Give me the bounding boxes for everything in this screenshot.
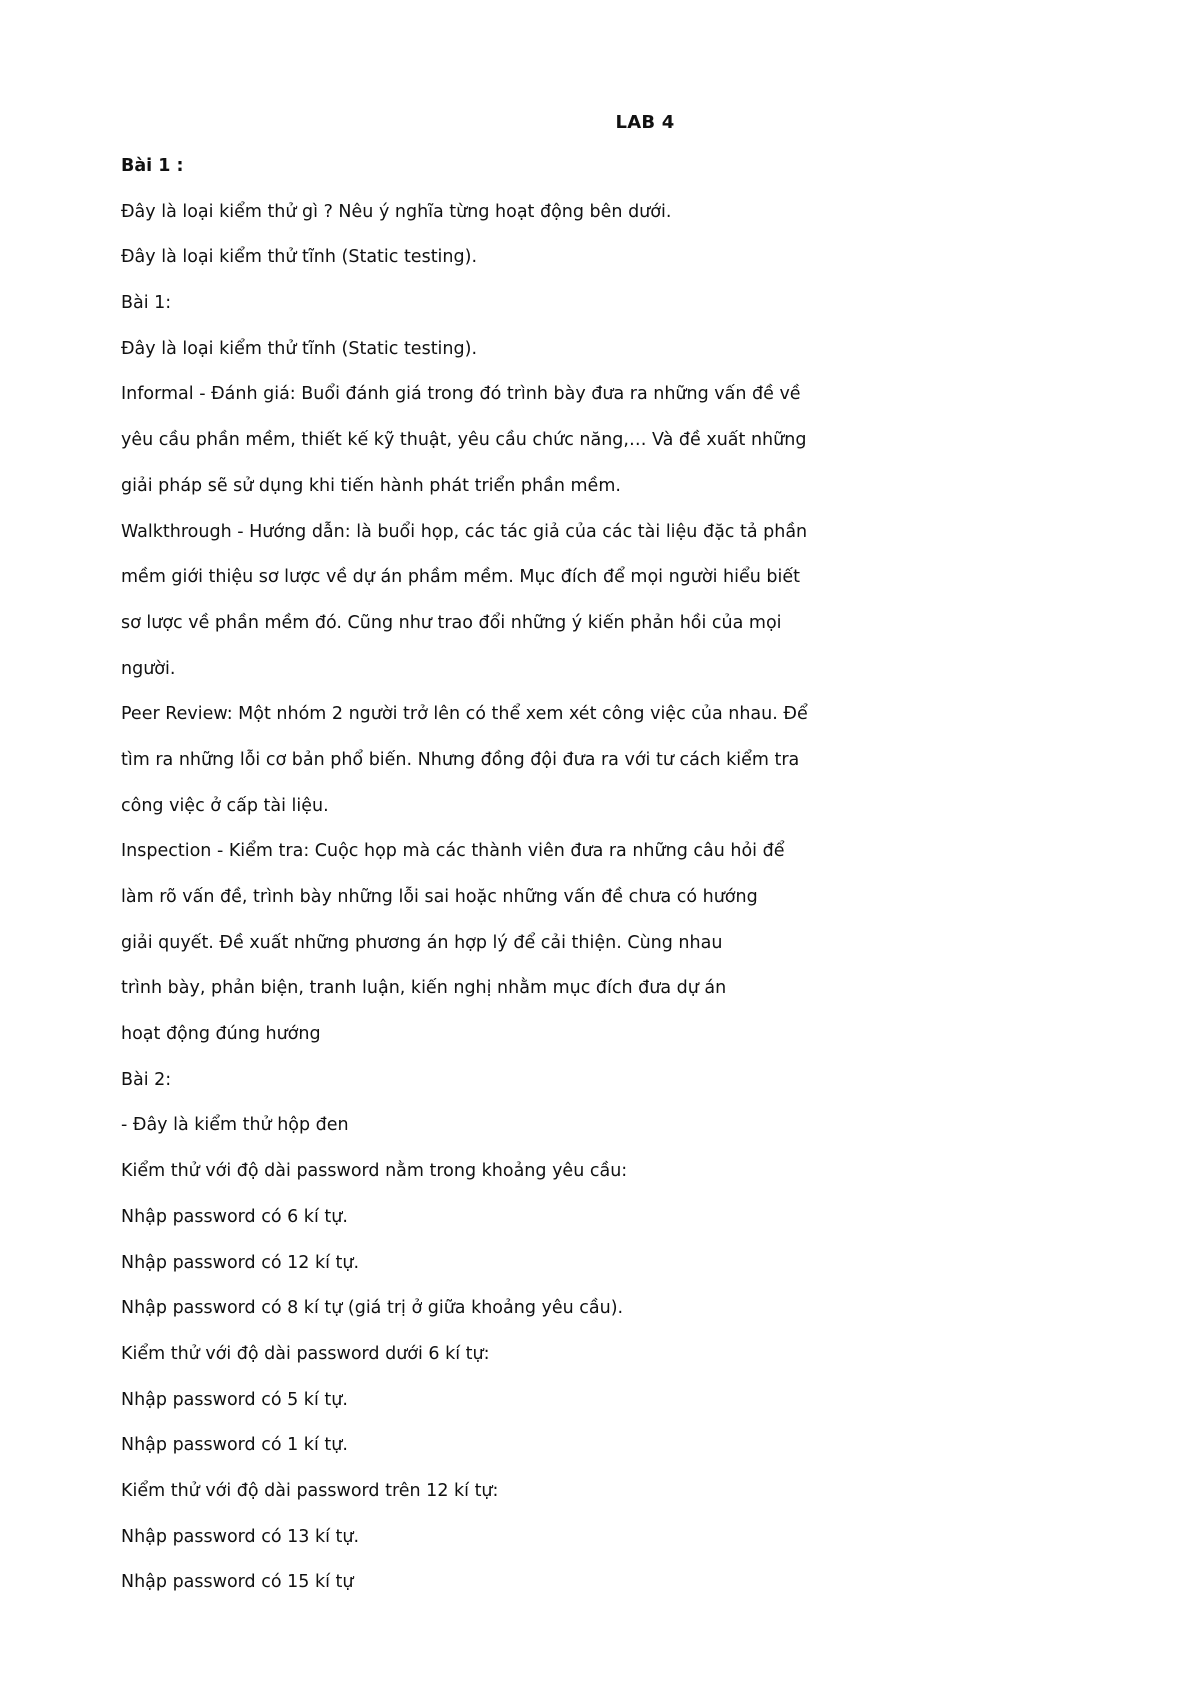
informal-paragraph-line-1: Informal - Đánh giá: Buổi đánh giá trong đó trình bày đưa ra những vấn đề về	[121, 384, 801, 405]
test-case-8-chars: Nhập password có 8 kí tự (giá trị ở giữa khoảng yêu cầu).	[121, 1298, 624, 1319]
test-over-12-heading: Kiểm thử với độ dài password trên 12 kí tự:	[121, 1480, 499, 1501]
test-range-heading: Kiểm thử với độ dài password nằm trong khoảng yêu cầu:	[121, 1161, 628, 1182]
black-box-line: - Đây là kiểm thử hộp đen	[121, 1115, 349, 1136]
answer-line: Đây là loại kiểm thử tĩnh (Static testing).	[121, 247, 478, 268]
test-case-6-chars: Nhập password có 6 kí tự.	[121, 1206, 348, 1227]
peer-review-paragraph-line-3: công việc ở cấp tài liệu.	[121, 795, 329, 816]
peer-review-paragraph-line-2: tìm ra những lỗi cơ bản phổ biến. Nhưng đồng đội đưa ra với tư cách kiểm tra	[121, 749, 800, 770]
test-case-15-chars: Nhập password có 15 kí tự	[121, 1572, 354, 1593]
walkthrough-paragraph-line-4: người.	[121, 658, 176, 679]
section-heading-bai-2: Bài 2:	[121, 1069, 172, 1090]
walkthrough-paragraph-line-2: mềm giới thiệu sơ lược về dự án phầm mềm. Mục đích để mọi người hiểu biết	[121, 567, 800, 588]
inspection-paragraph-line-4: trình bày, phản biện, tranh luận, kiến nghị nhằm mục đích đưa dự án	[121, 978, 727, 999]
inspection-paragraph-line-3: giải quyết. Đề xuất những phương án hợp lý để cải thiện. Cùng nhau	[121, 932, 723, 953]
section-heading-bai-1-repeat: Bài 1:	[121, 293, 172, 314]
informal-paragraph-line-3: giải pháp sẽ sử dụng khi tiến hành phát triển phần mềm.	[121, 475, 621, 496]
answer-line-repeat: Đây là loại kiểm thử tĩnh (Static testing).	[121, 338, 478, 359]
walkthrough-paragraph-line-1: Walkthrough - Hướng dẫn: là buổi họp, các tác giả của các tài liệu đặc tả phần	[121, 521, 808, 542]
document-title: LAB 4	[615, 112, 675, 133]
document-body	[121, 156, 881, 1618]
informal-paragraph-line-2: yêu cầu phần mềm, thiết kế kỹ thuật, yêu cầu chức năng,… Và đề xuất những	[121, 430, 807, 451]
walkthrough-paragraph-line-3: sơ lược về phần mềm đó. Cũng như trao đổi những ý kiến phản hồi của mọi	[121, 612, 782, 633]
test-under-6-heading: Kiểm thử với độ dài password dưới 6 kí tự:	[121, 1343, 490, 1364]
test-case-12-chars: Nhập password có 12 kí tự.	[121, 1252, 360, 1273]
peer-review-paragraph-line-1: Peer Review: Một nhóm 2 người trở lên có thể xem xét công việc của nhau. Để	[121, 704, 808, 725]
inspection-paragraph-line-2: làm rõ vấn đề, trình bày những lỗi sai hoặc những vấn đề chưa có hướng	[121, 887, 758, 907]
inspection-paragraph-line-1: Inspection - Kiểm tra: Cuộc họp mà các thành viên đưa ra những câu hỏi để	[121, 841, 785, 862]
test-case-1-char: Nhập password có 1 kí tự.	[121, 1435, 348, 1456]
question-line: Đây là loại kiểm thử gì ? Nêu ý nghĩa từng hoạt động bên dưới.	[121, 201, 672, 222]
section-heading-bai-1: Bài 1 :	[121, 156, 184, 176]
test-case-13-chars: Nhập password có 13 kí tự.	[121, 1526, 360, 1547]
inspection-paragraph-line-5: hoạt động đúng hướng	[121, 1024, 321, 1045]
test-case-5-chars: Nhập password có 5 kí tự.	[121, 1389, 348, 1410]
